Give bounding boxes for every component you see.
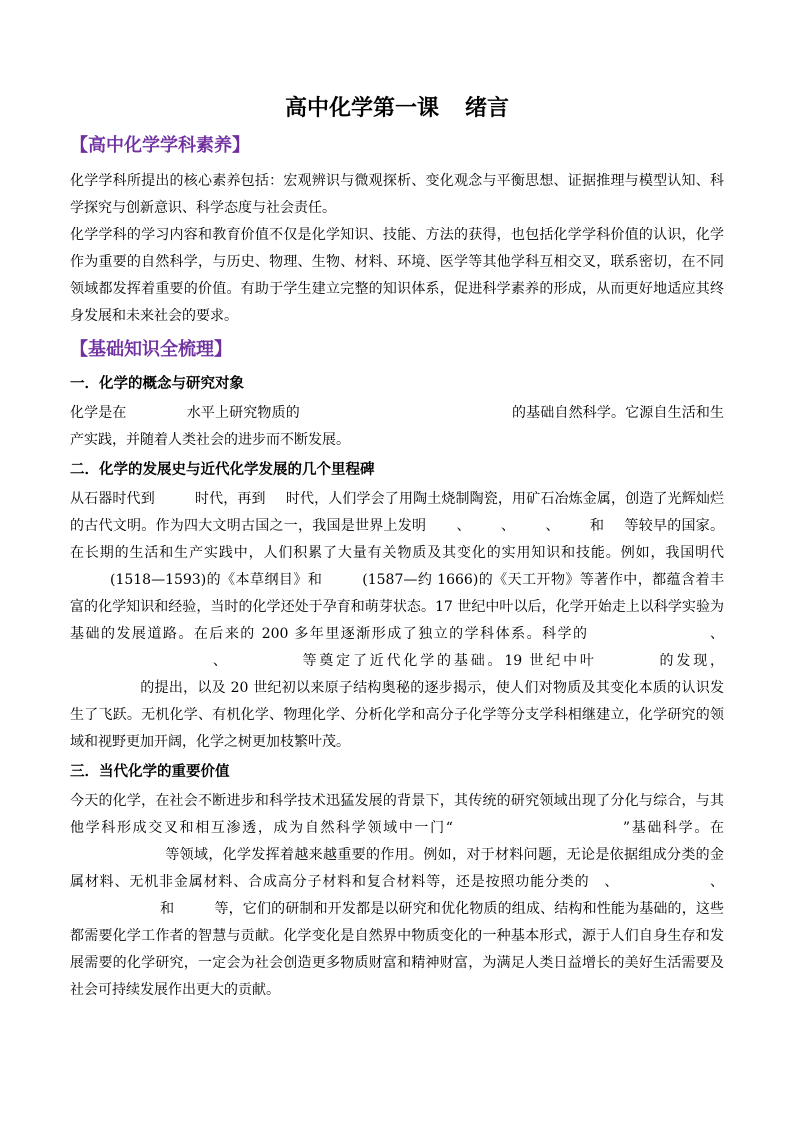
section-heading-basics: 【基础知识全梳理】 — [70, 339, 232, 360]
concept-paragraph: 化学是在 水平上研究物质的 的基础自然科学。它源自生活和生产实践，并随着人类社会的进步而不断发展。 — [70, 405, 725, 448]
literacy-paragraph-1: 化学学科所提出的核心素养包括：宏观辨识与微观探析、变化观念与平衡思想、证据推理与模型认知、科学探究与创新意识、科学态度与社会责任。 — [70, 173, 724, 216]
page-title — [70, 94, 724, 122]
history-paragraph: 从石器时代到 时代，再到 时代，人们学会了用陶土烧制陶瓷，用矿石冶炼金属，创造了光辉灿烂的古代文明。作为四大文明古国之一，我国是世界上发明 、 、 、 和 等较早的国家。在长期的生活和生产实践中，人们积累了大量有关物质及其变化的实用知识和技能。例如，我国明代(1518—1593)的《本草纲目》和 (1587—约 1666)的《天工开物》等著作中，都蕴含着丰富的化学知识和经验，当时的化学还处于孕育和萌芽状态。17 世纪中叶以后，化学开始走上以科学实验为基础的发展道路。在后来的 200 多年里逐渐形成了独立的学科体系。科学的 、、 等奠定了近代化学的基础。19 世纪中叶 的发现，的提出，以及 20 世纪初以来原子结构奥秘的逐步揭示，使人们对物质及其变化本质的认识发生了飞跃。无机化学、有机化学、物理化学、分析化学和高分子化学等分支学科相继建立，化学研究的领域和视野更加开阔，化学之树更加枝繁叶茂。 — [70, 491, 725, 750]
section-heading-literacy: 【高中化学学科素养】 — [70, 135, 250, 156]
literacy-paragraph-2: 化学学科的学习内容和教育价值不仅是化学知识、技能、方法的获得，也包括化学学科价值的认识，化学作为重要的自然科学，与历史、物理、生物、材料、环境、医学等其他学科互相交叉，联系密切，在不同领域都发挥着重要的价值。有助于学生建立完整的知识体系，促进科学素养的形成，从而更好地适应其终身发展和未来社会的要求。 — [70, 227, 724, 324]
title-main: 高中化学第一课 — [284, 95, 439, 121]
subheading-history: 二．化学的发展史与近代化学发展的几个里程碑 — [70, 461, 375, 478]
title-sub: 绪言 — [465, 95, 510, 121]
value-paragraph: 今天的化学，在社会不断进步和科学技术迅猛发展的背景下，其传统的研究领域出现了分化与综合，与其他学科形成交叉和相互渗透，成为自然科学领域中一门“ ”基础科学。在等领域，化学发挥着越来越重要的作用。例如，对于材料问题，无论是依据组成分类的金属材料、无机非金属材料、合成高分子材料和复合材料等，还是按照功能分类的 、 、和 等，它们的研制和开发都是以研究和优化物质的组成、结构和性能为基础的，这些都需要化学工作者的智慧与贡献。化学变化是自然界中物质变化的一种基本形式，源于人们自身生存和发展需要的化学研究，一定会为社会创造更多物质财富和精神财富，为满足人类日益增长的美好生活需要及社会可持续发展作出更大的贡献。 — [70, 793, 725, 998]
subheading-value: 三．当代化学的重要价值 — [70, 763, 230, 780]
subheading-concept: 一．化学的概念与研究对象 — [70, 375, 244, 392]
